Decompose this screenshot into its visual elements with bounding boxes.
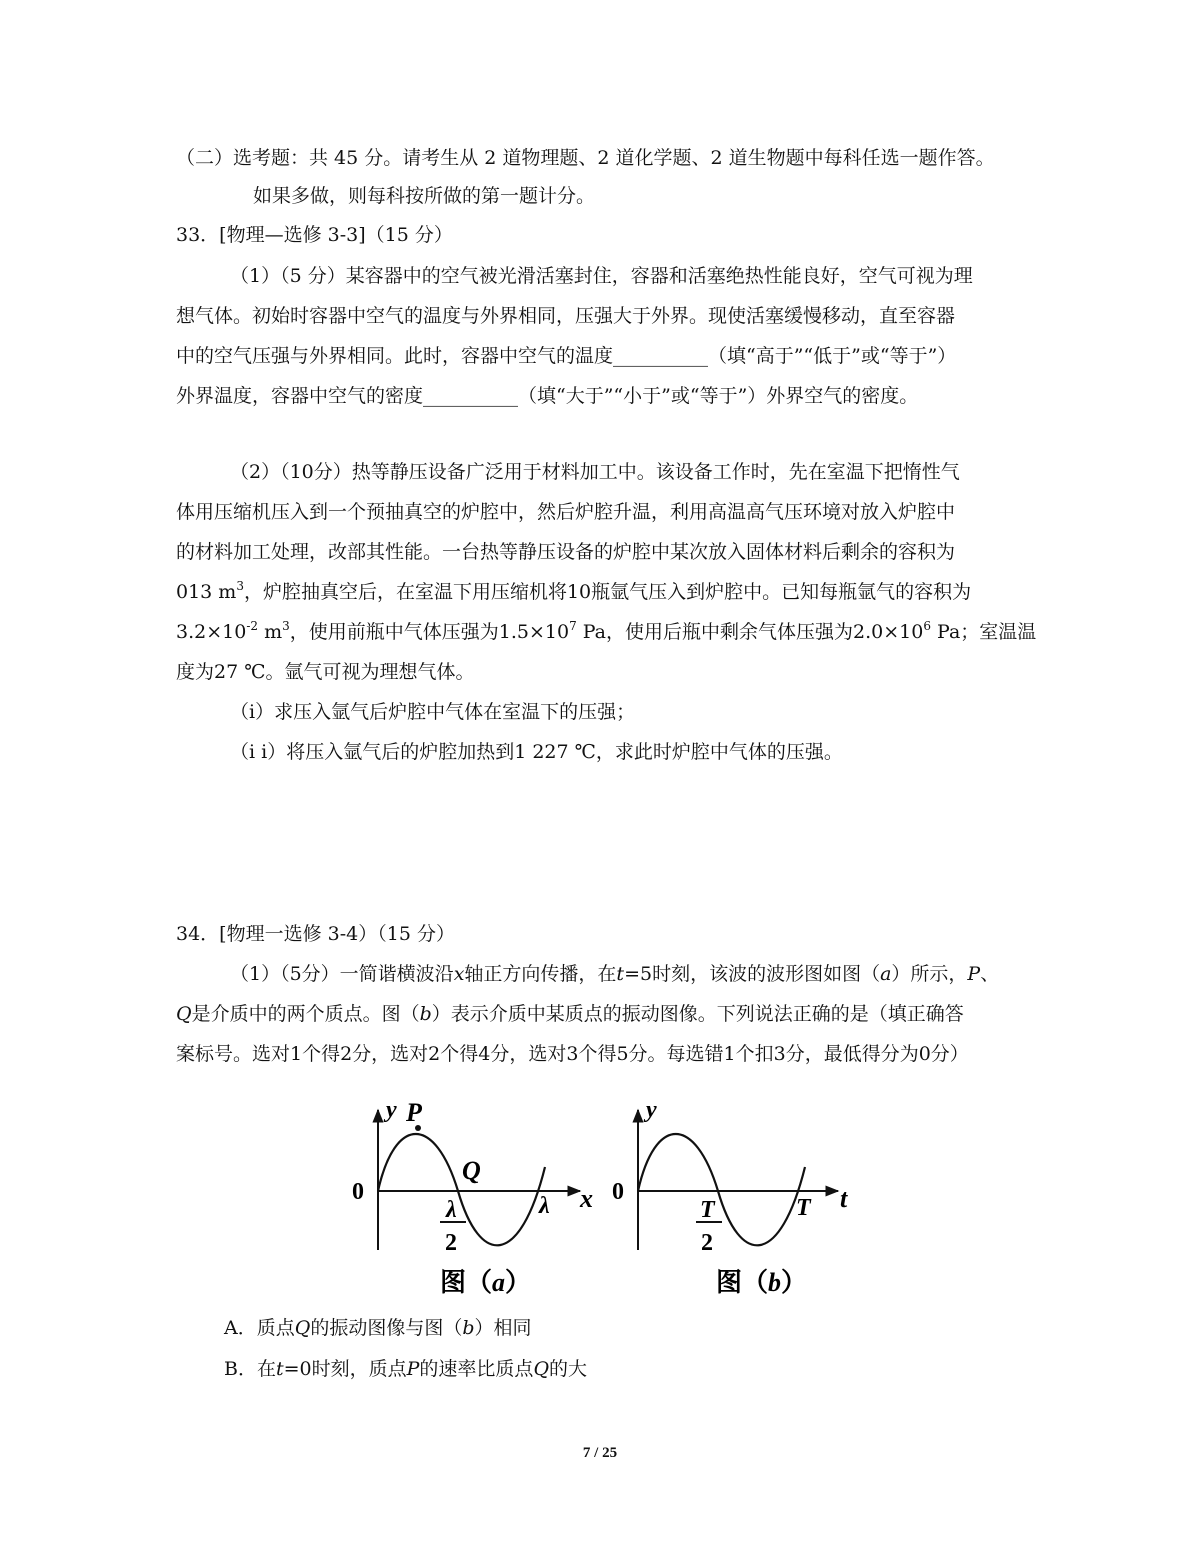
figure-a-p-label: P: [406, 1098, 422, 1127]
figure-b-y-label: y: [646, 1097, 657, 1123]
figure-a-x-label: x: [580, 1184, 593, 1213]
q33-p2-line6: 度为27 ℃。氩气可视为理想气体。: [176, 661, 475, 683]
figure-b-wave: [638, 1134, 805, 1245]
option-a: A．质点Q的振动图像与图（b）相同: [224, 1317, 532, 1339]
option-b: B．在t=0时刻，质点P的速率比质点Q的大: [224, 1358, 588, 1380]
q34-line1: （1）（5分）一简谐横波沿x轴正方向传播，在t=5时刻，该波的波形图如图（a）所示，P、: [230, 963, 1000, 985]
q34-line3: 案标号。选对1个得2分，选对2个得4分，选对3个得5分。每选错1个扣3分，最低得分为0分）: [176, 1043, 969, 1065]
figure-b: [612, 1097, 848, 1297]
figure-a-y-label: y: [386, 1097, 397, 1123]
figure-a-wave: [378, 1134, 545, 1245]
q33-p2-line2: 体用压缩机压入到一个预抽真空的炉腔中，然后炉腔升温，利用高温高气压环境对放入炉腔中: [176, 501, 956, 523]
q33-p1-line2: 想气体。初始时容器中空气的温度与外界相同，压强大于外界。现使活塞缓慢移动，直至容器: [176, 305, 956, 327]
figure-a-lambda-label: λ: [539, 1193, 550, 1219]
figure-a-q-label: Q: [462, 1156, 481, 1185]
q33-p1-line3: 中的空气压强与外界相同。此时，容器中空气的温度__________（填“高于”“低于”或“等于”）: [176, 345, 957, 367]
q33-p2-line3: 的材料加工处理，改部其性能。一台热等静压设备的炉腔中某次放入固体材料后剩余的容积为: [176, 541, 956, 563]
figure-b-caption: 图（b）: [716, 1268, 808, 1297]
figure-b-half-t-num: T: [700, 1197, 715, 1223]
figure-a: [352, 1097, 593, 1297]
q33-p1-line1: （1）（5 分）某容器中的空气被光滑活塞封住，容器和活塞绝热性能良好，空气可视为理: [230, 265, 973, 287]
q33-p2-line1: （2）（10分）热等静压设备广泛用于材料加工中。该设备工作时，先在室温下把惰性气: [230, 461, 960, 483]
figure-b-x-label: t: [840, 1184, 848, 1213]
q34-line2: Q是介质中的两个质点。图（b）表示介质中某质点的振动图像。下列说法正确的是（填正确答: [176, 1003, 964, 1025]
q33-sub-ii: （i i）将压入氩气后的炉腔加热到1 227 ℃，求此时炉腔中气体的压强。: [230, 741, 843, 763]
figure-a-origin: 0: [352, 1179, 364, 1205]
figure-a-half-lambda-den: 2: [445, 1230, 457, 1256]
q33-p1-line4: 外界温度，容器中空气的密度__________（填“大于”“小于”或“等于”）外界空气的密度。: [176, 385, 919, 407]
page-number: 7 / 25: [582, 1445, 618, 1461]
figure-b-half-t-den: 2: [701, 1230, 713, 1256]
section-intro-line1: （二）选考题：共 45 分。请考生从 2 道物理题、2 道化学题、2 道生物题中每科任选一题作答。: [176, 147, 995, 169]
wave-figure: [340, 1095, 880, 1310]
figure-a-half-lambda-num: λ: [446, 1197, 457, 1223]
figure-b-t-label: T: [796, 1195, 811, 1221]
q33-p2-line5: $3.2\times 10^{-2}$ $m^3$，使用前瓶中气体压强为$1.5\times 10^7$ Pa，使用后瓶中剩余气体压强为$2.0\times 10^6$ Pa；室温温: [176, 619, 1037, 643]
q33-header: 33．[物理—选修 3-3]（15 分）: [176, 224, 453, 246]
figure-a-caption: 图（a）: [440, 1268, 532, 1297]
q34-header: 34．[物理一选修 3-4）（15 分）: [176, 923, 455, 945]
q33-sub-i: （i）求压入氩气后炉腔中气体在室温下的压强；: [230, 701, 636, 723]
section-intro-line2: 如果多做，则每科按所做的第一题计分。: [253, 185, 596, 207]
figure-b-origin: 0: [612, 1179, 624, 1205]
q33-p2-line4: 013 $m^3$，炉腔抽真空后，在室温下用压缩机将10瓶氩气压入到炉腔中。已知每瓶氩气的容积为: [176, 579, 972, 603]
